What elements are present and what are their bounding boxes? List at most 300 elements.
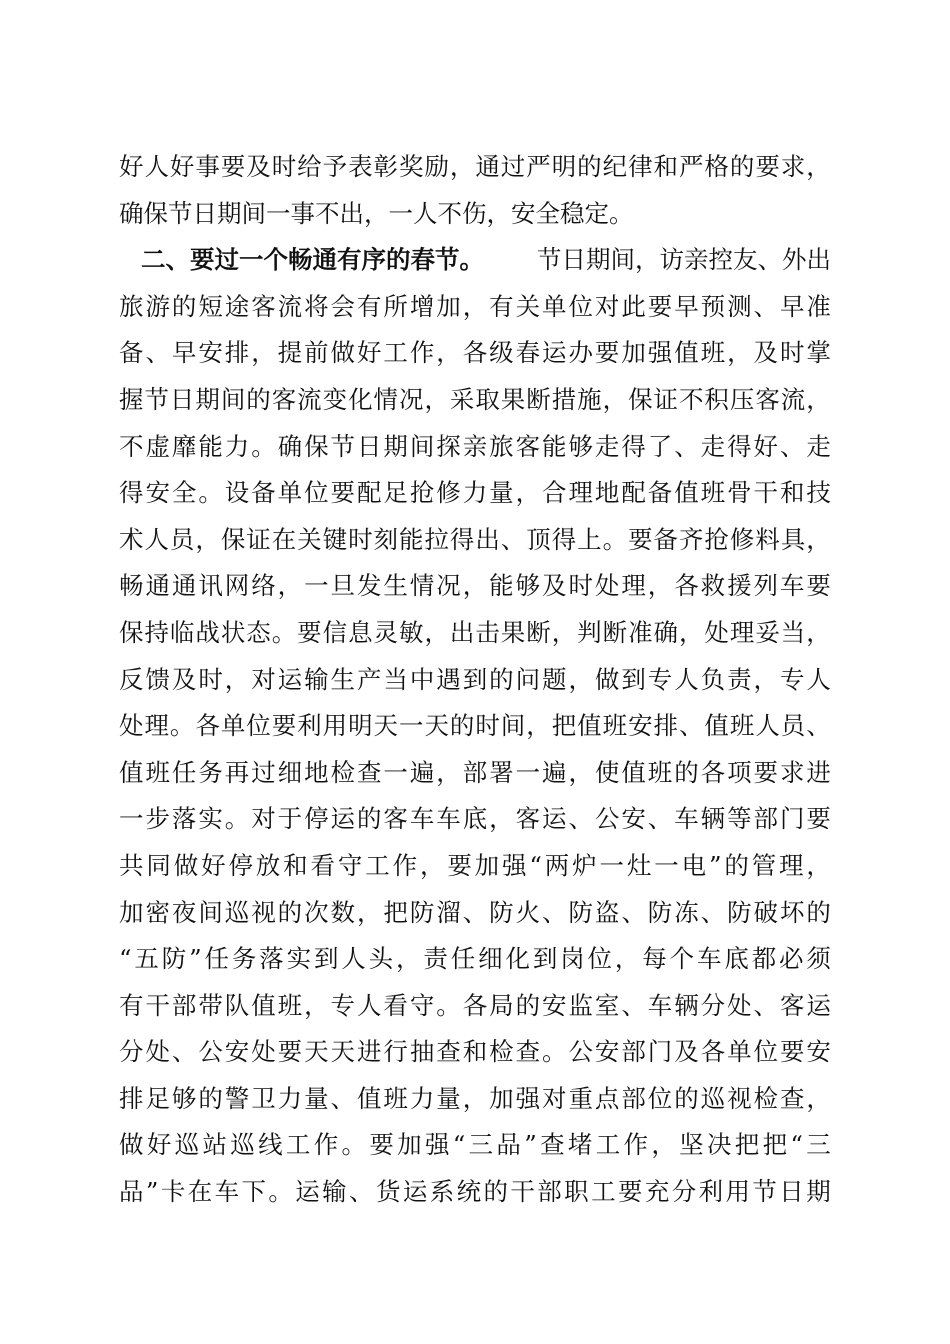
glyph: 间 (220, 384, 246, 414)
glyph: 好 (201, 850, 226, 880)
glyph: 走 (806, 431, 831, 461)
glyph: 能 (489, 571, 514, 601)
glyph: 力 (277, 1083, 303, 1113)
glyph: 视 (251, 897, 276, 927)
glyph: 备 (251, 478, 276, 508)
glyph: “ (529, 850, 542, 880)
glyph: ， (551, 617, 577, 647)
glyph: 利 (297, 711, 322, 741)
glyph: 统 (456, 1177, 482, 1207)
glyph: 使 (594, 757, 620, 787)
glyph: 过 (500, 152, 526, 181)
glyph: 律 (628, 152, 653, 181)
glyph: 两 (544, 850, 570, 880)
glyph: 客 (251, 291, 276, 321)
glyph: 系 (429, 1177, 455, 1207)
glyph: 量 (436, 1083, 461, 1113)
glyph: 能 (542, 431, 567, 461)
glyph: 够 (568, 431, 593, 461)
glyph: 车 (647, 990, 673, 1020)
glyph: 旅 (119, 291, 144, 321)
glyph: 和 (462, 1037, 488, 1067)
glyph: 车 (436, 804, 461, 834)
glyph: 求 (779, 757, 805, 787)
glyph: 班 (647, 757, 673, 787)
glyph: 炉 (572, 850, 597, 880)
glyph: 各 (700, 757, 726, 787)
glyph: 灵 (373, 617, 399, 647)
glyph: 足 (383, 478, 408, 508)
glyph: 底 (724, 944, 749, 974)
glyph: 值 (356, 1083, 382, 1113)
glyph: ， (304, 990, 329, 1020)
glyph: 到 (462, 664, 488, 694)
glyph: 班 (602, 711, 628, 741)
glyph: ” (145, 1177, 159, 1207)
glyph: 强 (647, 338, 673, 368)
glyph: 对 (251, 804, 276, 834)
glyph: 采 (449, 384, 475, 414)
glyph: ， (396, 944, 421, 974)
glyph: 援 (727, 571, 752, 601)
glyph: 查 (779, 1083, 805, 1113)
glyph: 足 (145, 1083, 170, 1113)
glyph: 。 (609, 198, 634, 228)
glyph: ， (526, 711, 551, 741)
text-line (119, 1076, 831, 1123)
glyph: 化 (505, 944, 530, 974)
glyph: 员 (169, 524, 195, 554)
glyph: 一 (515, 757, 541, 787)
glyph: 防 (489, 897, 514, 927)
glyph: 客 (271, 384, 297, 414)
glyph: 测 (727, 291, 752, 321)
glyph: 奖 (398, 152, 424, 181)
glyph: 工 (285, 1130, 311, 1160)
glyph: 决 (706, 1130, 732, 1160)
glyph: 保 (304, 431, 329, 461)
glyph: 络 (251, 571, 276, 601)
glyph: 的 (577, 152, 602, 181)
glyph: 安 (511, 198, 536, 228)
glyph: 反 (119, 664, 144, 694)
glyph: 。 (198, 478, 223, 508)
glyph: 的 (198, 1083, 223, 1113)
glyph: 确 (277, 431, 303, 461)
glyph: 停 (228, 850, 253, 880)
glyph: 同 (146, 850, 171, 880)
glyph: 到 (621, 664, 646, 694)
glyph: 妥 (755, 617, 780, 647)
glyph: 值 (674, 478, 699, 508)
glyph: 单 (220, 711, 246, 741)
glyph: 齐 (678, 524, 704, 554)
glyph: ， (277, 571, 303, 601)
glyph: 运 (806, 990, 831, 1020)
glyph: 靡 (171, 431, 197, 461)
glyph: 盗 (594, 897, 620, 927)
glyph: 要 (330, 478, 355, 508)
glyph: 车 (409, 804, 435, 834)
glyph: 门 (779, 804, 805, 834)
glyph: 有 (356, 291, 382, 321)
glyph: 运 (277, 664, 303, 694)
glyph: 好 (753, 431, 778, 461)
glyph: 工 (591, 1177, 616, 1207)
glyph: 部 (462, 757, 488, 787)
glyph: 干 (510, 1177, 535, 1207)
glyph: 查 (436, 1037, 461, 1067)
glyph: 时 (475, 711, 500, 741)
glyph: “ (119, 944, 132, 974)
glyph: 务 (231, 944, 257, 974)
glyph: 格 (704, 152, 729, 181)
glyph: 不 (678, 384, 704, 414)
glyph: 将 (304, 291, 329, 321)
glyph: 不 (437, 198, 462, 228)
glyph: 时 (568, 571, 593, 601)
glyph: 日 (192, 198, 217, 228)
glyph: 落 (259, 944, 284, 974)
glyph: 况 (436, 571, 461, 601)
glyph: ， (602, 384, 628, 414)
glyph: 讯 (198, 571, 223, 601)
text-line (119, 610, 831, 657)
glyph: 有 (119, 990, 144, 1020)
glyph: 强 (502, 850, 527, 880)
glyph: 走 (594, 431, 620, 461)
glyph: 要 (628, 524, 653, 554)
glyph: 一 (304, 571, 329, 601)
glyph: ， (462, 1083, 488, 1113)
glyph: ， (364, 198, 389, 228)
glyph: 间 (198, 897, 223, 927)
glyph: 细 (478, 944, 503, 974)
glyph: 纪 (602, 152, 628, 181)
glyph: 班 (729, 711, 755, 741)
glyph: 春 (515, 338, 541, 368)
glyph: 人 (413, 198, 438, 228)
glyph: 负 (700, 664, 726, 694)
glyph: 了 (647, 431, 673, 461)
glyph: 关 (515, 291, 541, 321)
glyph: 带 (198, 990, 223, 1020)
glyph: 得 (449, 524, 475, 554)
glyph: 对 (542, 1083, 567, 1113)
glyph: 况 (398, 384, 424, 414)
glyph: 堵 (567, 1130, 593, 1160)
glyph: 视 (727, 1083, 752, 1113)
glyph: 得 (727, 431, 752, 461)
glyph: 室 (594, 990, 620, 1020)
glyph: 安 (594, 1037, 620, 1067)
glyph: 各 (674, 571, 699, 601)
text-line (119, 470, 831, 517)
glyph: ， (806, 850, 831, 880)
glyph: 、 (349, 1177, 374, 1207)
glyph: 作 (392, 850, 418, 880)
glyph: ， (419, 850, 445, 880)
glyph: 当 (780, 617, 806, 647)
glyph: 作 (313, 1130, 339, 1160)
glyph: 单 (277, 478, 303, 508)
glyph: 的 (171, 291, 197, 321)
glyph: 击 (475, 617, 500, 647)
glyph: 各 (195, 711, 220, 741)
glyph: 加 (489, 1083, 514, 1113)
glyph: ， (647, 571, 673, 601)
glyph: 要 (779, 1037, 805, 1067)
glyph: 得 (119, 478, 144, 508)
glyph: 不 (315, 198, 340, 228)
glyph: 检 (330, 757, 355, 787)
text-line (119, 1169, 831, 1216)
glyph: 备 (647, 478, 673, 508)
glyph: 查 (540, 1130, 565, 1160)
glyph: 求 (780, 152, 806, 181)
glyph: ， (462, 571, 488, 601)
glyph: 间 (409, 431, 435, 461)
glyph: 期 (195, 384, 220, 414)
glyph: 底 (462, 804, 488, 834)
glyph: 的 (489, 664, 514, 694)
glyph: 巡 (230, 1130, 255, 1160)
glyph: 断 (602, 617, 628, 647)
glyph: 顶 (526, 524, 551, 554)
glyph: 彰 (373, 152, 399, 181)
glyph: 值 (621, 757, 646, 787)
glyph: 责 (727, 664, 752, 694)
text-line (119, 983, 831, 1030)
glyph: 重 (568, 1083, 593, 1113)
glyph: 证 (246, 524, 271, 554)
glyph: 、 (753, 291, 778, 321)
glyph: “ (790, 1130, 803, 1160)
glyph: 发 (356, 571, 382, 601)
glyph: 力 (224, 431, 250, 461)
glyph: 能 (198, 431, 223, 461)
glyph: 排 (224, 338, 250, 368)
glyph: 术 (119, 524, 144, 554)
section-heading-continuation: 节日期间，访亲控友、外出 (537, 245, 831, 275)
glyph: 天 (304, 1037, 329, 1067)
glyph: 冻 (674, 897, 699, 927)
glyph: 好 (119, 152, 144, 181)
glyph: 走 (700, 431, 726, 461)
glyph: 单 (727, 1037, 752, 1067)
glyph: 做 (119, 1130, 144, 1160)
glyph: 各 (462, 990, 488, 1020)
glyph: ， (614, 944, 640, 974)
glyph: 握 (119, 384, 144, 414)
glyph: 遇 (436, 664, 461, 694)
text-line (119, 657, 831, 704)
glyph: 情 (409, 571, 435, 601)
glyph: 稳 (560, 198, 585, 228)
glyph: 值 (119, 757, 144, 787)
glyph: 位 (568, 291, 593, 321)
glyph: 工 (595, 1130, 621, 1160)
glyph: ， (424, 617, 449, 647)
glyph: ” (189, 944, 202, 974)
glyph: 值 (251, 990, 276, 1020)
glyph: 破 (753, 897, 778, 927)
glyph: 定 (584, 198, 609, 228)
glyph: 职 (564, 1177, 589, 1207)
glyph: 落 (171, 804, 197, 834)
glyph: 位 (304, 478, 329, 508)
glyph: 安 (621, 804, 646, 834)
glyph: 节 (752, 1177, 777, 1207)
glyph: 予 (322, 152, 348, 181)
glyph: ， (356, 897, 382, 927)
glyph: 充 (644, 1177, 670, 1207)
glyph: 必 (779, 944, 804, 974)
glyph: 情 (373, 384, 399, 414)
glyph: 天 (373, 711, 399, 741)
glyph: 密 (145, 897, 170, 927)
glyph: 间 (241, 198, 266, 228)
glyph: 处 (594, 571, 620, 601)
glyph: 证 (653, 384, 679, 414)
glyph: 在 (271, 524, 297, 554)
glyph: 安 (198, 338, 223, 368)
glyph: 日 (169, 384, 195, 414)
glyph: 值 (577, 711, 602, 741)
glyph: 、 (700, 897, 726, 927)
glyph: 通 (475, 152, 500, 181)
glyph: 查 (515, 1037, 541, 1067)
glyph: 一 (388, 198, 413, 228)
glyph: 岗 (560, 944, 585, 974)
glyph: 信 (322, 617, 348, 647)
glyph: 专 (779, 664, 805, 694)
glyph: 措 (551, 384, 577, 414)
glyph: 期 (806, 1177, 831, 1207)
glyph: 任 (204, 944, 229, 974)
glyph: 署 (489, 757, 514, 787)
glyph: 救 (700, 571, 726, 601)
glyph: 中 (409, 664, 435, 694)
glyph: 表 (348, 152, 373, 181)
glyph: 守 (337, 850, 363, 880)
glyph: 、 (330, 1083, 355, 1113)
glyph: 部 (753, 804, 778, 834)
glyph: 会 (330, 291, 355, 321)
glyph: 分 (119, 1037, 144, 1067)
text-line (119, 424, 831, 471)
glyph: 排 (653, 711, 679, 741)
text-line (119, 144, 831, 191)
glyph: 守 (409, 990, 435, 1020)
glyph: 产 (356, 664, 382, 694)
glyph: 配 (356, 478, 382, 508)
glyph: 辆 (674, 990, 699, 1020)
glyph: 配 (621, 478, 646, 508)
glyph: 运 (330, 804, 355, 834)
glyph: 日 (356, 431, 382, 461)
glyph: ， (806, 617, 831, 647)
glyph: 早 (779, 291, 805, 321)
glyph: 的 (674, 1083, 699, 1113)
glyph: ， (753, 664, 778, 694)
glyph: 做 (594, 664, 620, 694)
glyph: 期 (383, 431, 408, 461)
glyph: 力 (462, 478, 488, 508)
glyph: 人 (356, 990, 382, 1020)
glyph: 旅 (489, 431, 514, 461)
glyph: 客 (515, 431, 541, 461)
text-line (119, 191, 831, 238)
glyph: 的 (356, 804, 382, 834)
glyph: 点 (594, 1083, 620, 1113)
glyph: 关 (297, 524, 322, 554)
glyph: 队 (224, 990, 250, 1020)
glyph: 车 (214, 1177, 240, 1207)
glyph: 上 (577, 524, 602, 554)
glyph: 出 (449, 617, 475, 647)
glyph: 好 (146, 1130, 172, 1160)
glyph: 旦 (330, 571, 355, 601)
glyph: ， (806, 384, 831, 414)
glyph: 管 (751, 850, 777, 880)
glyph: 准 (628, 617, 653, 647)
glyph: 日 (779, 1177, 804, 1207)
glyph: ， (436, 757, 461, 787)
glyph: 取 (475, 384, 500, 414)
glyph: ， (251, 338, 276, 368)
glyph: 排 (119, 1083, 144, 1113)
glyph: 夜 (171, 897, 197, 927)
glyph: 的 (729, 152, 755, 181)
glyph: 抢 (409, 478, 435, 508)
glyph: 准 (806, 291, 831, 321)
glyph: 断 (526, 384, 551, 414)
glyph: 畅 (119, 571, 144, 601)
glyph: 安 (224, 1037, 250, 1067)
glyph: 。 (169, 711, 195, 741)
glyph: 、 (678, 711, 704, 741)
glyph: 、 (647, 804, 673, 834)
glyph: 局 (489, 990, 514, 1020)
glyph: 卡 (160, 1177, 186, 1207)
glyph: 出 (475, 524, 500, 554)
glyph: 状 (220, 617, 246, 647)
glyph: 输 (322, 1177, 347, 1207)
glyph: 。 (602, 524, 628, 554)
glyph: 全 (535, 198, 560, 228)
glyph: 间 (500, 711, 526, 741)
glyph: 行 (383, 1037, 408, 1067)
glyph: 检 (489, 1037, 514, 1067)
glyph: 时 (198, 664, 223, 694)
glyph: 及 (246, 152, 271, 181)
glyph: 遍 (542, 757, 567, 787)
glyph: 务 (198, 757, 223, 787)
glyph: 溜 (436, 897, 461, 927)
glyph: 客 (383, 804, 408, 834)
glyph: 时 (348, 524, 373, 554)
glyph: 级 (489, 338, 514, 368)
glyph: ， (651, 1130, 676, 1160)
glyph: 车 (779, 571, 805, 601)
glyph: 处 (704, 617, 729, 647)
glyph: 三 (806, 1130, 831, 1160)
glyph: 位 (647, 1083, 673, 1113)
glyph: 压 (729, 384, 755, 414)
glyph: 站 (202, 1130, 227, 1160)
glyph: 不 (119, 431, 144, 461)
